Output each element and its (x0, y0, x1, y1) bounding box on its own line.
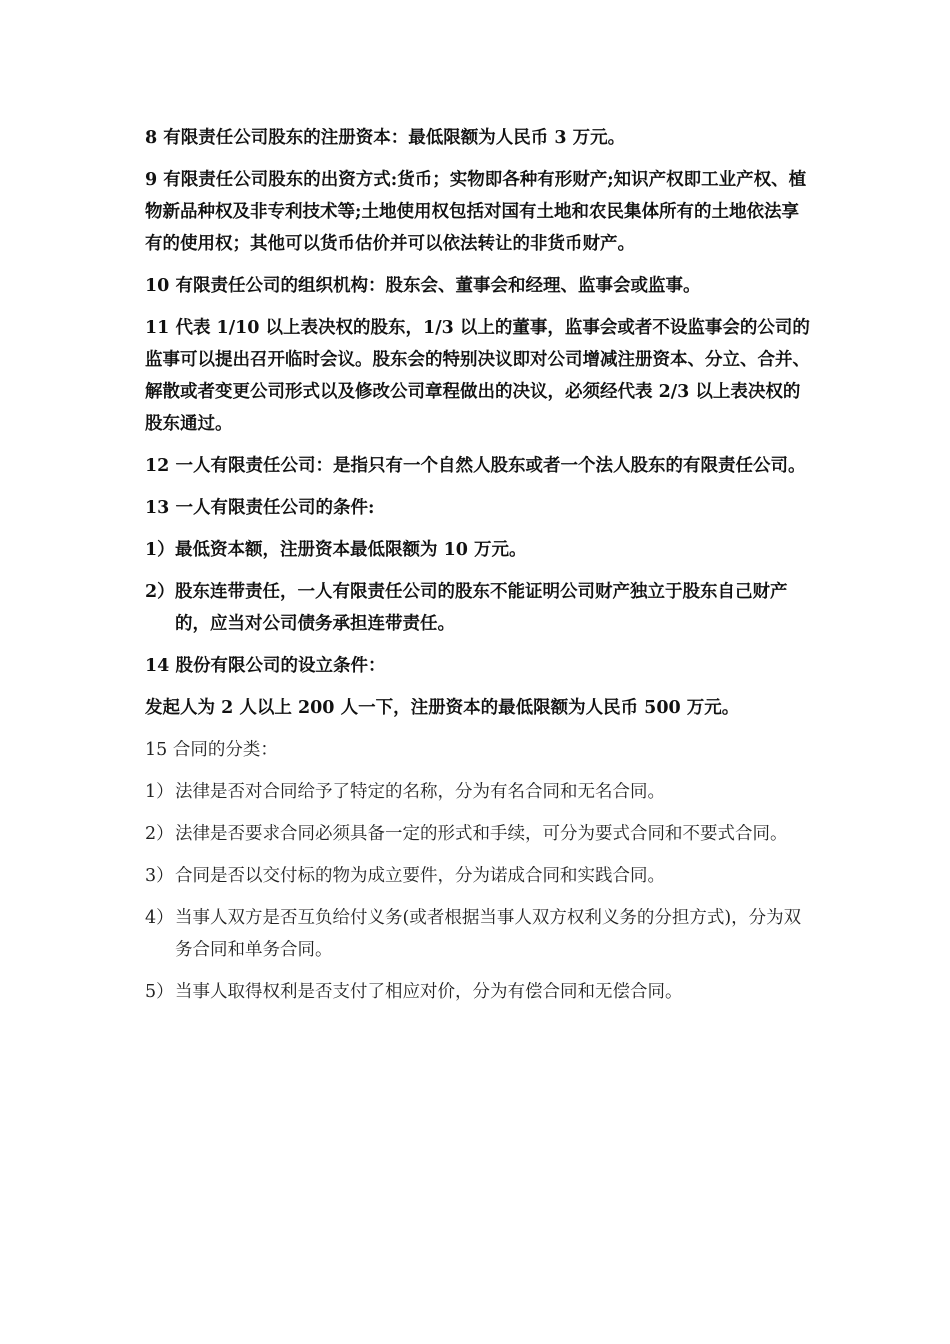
list-item-number: 1） (145, 540, 175, 560)
list-item-text: 当事人双方是否互负给付义务(或者根据当事人双方权利义务的分担方式)，分为双务合同和单务合同。 (175, 908, 802, 960)
paragraph-8: 8 有限责任公司股东的注册资本：最低限额为人民币 3 万元。 (145, 128, 626, 148)
paragraph-11: 11 代表 1/10 以上表决权的股东，1/3 以上的董事，监事会或者不设监事会的公司的监事可以提出召开临时会议。股东会的特别决议即对公司增减注册资本、分立、合并、解散或者变更公司形式以及修改公司章程做出的决议，必须经代表 2/3 以上表决权的股东通过。 (145, 318, 810, 434)
paragraph-10: 10 有限责任公司的组织机构：股东会、董事会和经理、监事会或监事。 (145, 276, 701, 296)
list-item (145, 860, 815, 892)
paragraph-9: 9 有限责任公司股东的出资方式:货币；实物即各种有形财产;知识产权即工业产权、植物新品种权及非专利技术等;土地使用权包括对国有土地和农民集体所有的土地依法享有的使用权；其他可以货币估价并可以依法转让的非货币财产。 (145, 170, 807, 254)
list-item-text: 法律是否要求合同必须具备一定的形式和手续，可分为要式合同和不要式合同。 (175, 824, 788, 844)
paragraph-13-heading: 13 一人有限责任公司的条件: (145, 498, 375, 518)
list-item-number: 3） (145, 866, 174, 886)
paragraph-14-body: 发起人为 2 人以上 200 人一下，注册资本的最低限额为人民币 500 万元。 (145, 698, 740, 718)
list-item-text: 法律是否对合同给予了特定的名称，分为有名合同和无名合同。 (175, 782, 665, 802)
list-item-text: 当事人取得权利是否支付了相应对价，分为有偿合同和无偿合同。 (175, 982, 683, 1002)
list-item-number: 4） (145, 908, 174, 928)
paragraph-15-heading: 15 合同的分类： (145, 740, 278, 760)
paragraph-12: 12 一人有限责任公司：是指只有一个自然人股东或者一个法人股东的有限责任公司。 (145, 456, 806, 476)
list-item-text: 合同是否以交付标的物为成立要件，分为诺成合同和实践合同。 (175, 866, 665, 886)
document-body (145, 122, 815, 1018)
list-item-number: 2） (145, 582, 175, 602)
list-item-text: 最低资本额，注册资本最低限额为 10 万元。 (175, 540, 527, 560)
list-item-number: 5） (145, 982, 174, 1002)
list-item (145, 902, 815, 966)
list-item (145, 976, 815, 1008)
list-item (145, 776, 815, 808)
list-item-text: 股东连带责任，一人有限责任公司的股东不能证明公司财产独立于股东自己财产的，应当对公司债务承担连带责任。 (175, 582, 788, 634)
paragraph-14-heading: 14 股份有限公司的设立条件： (145, 656, 386, 676)
list-item (145, 534, 815, 566)
list-item-number: 2） (145, 824, 174, 844)
list-item (145, 576, 815, 640)
list-item-number: 1） (145, 782, 174, 802)
list-item (145, 818, 815, 850)
